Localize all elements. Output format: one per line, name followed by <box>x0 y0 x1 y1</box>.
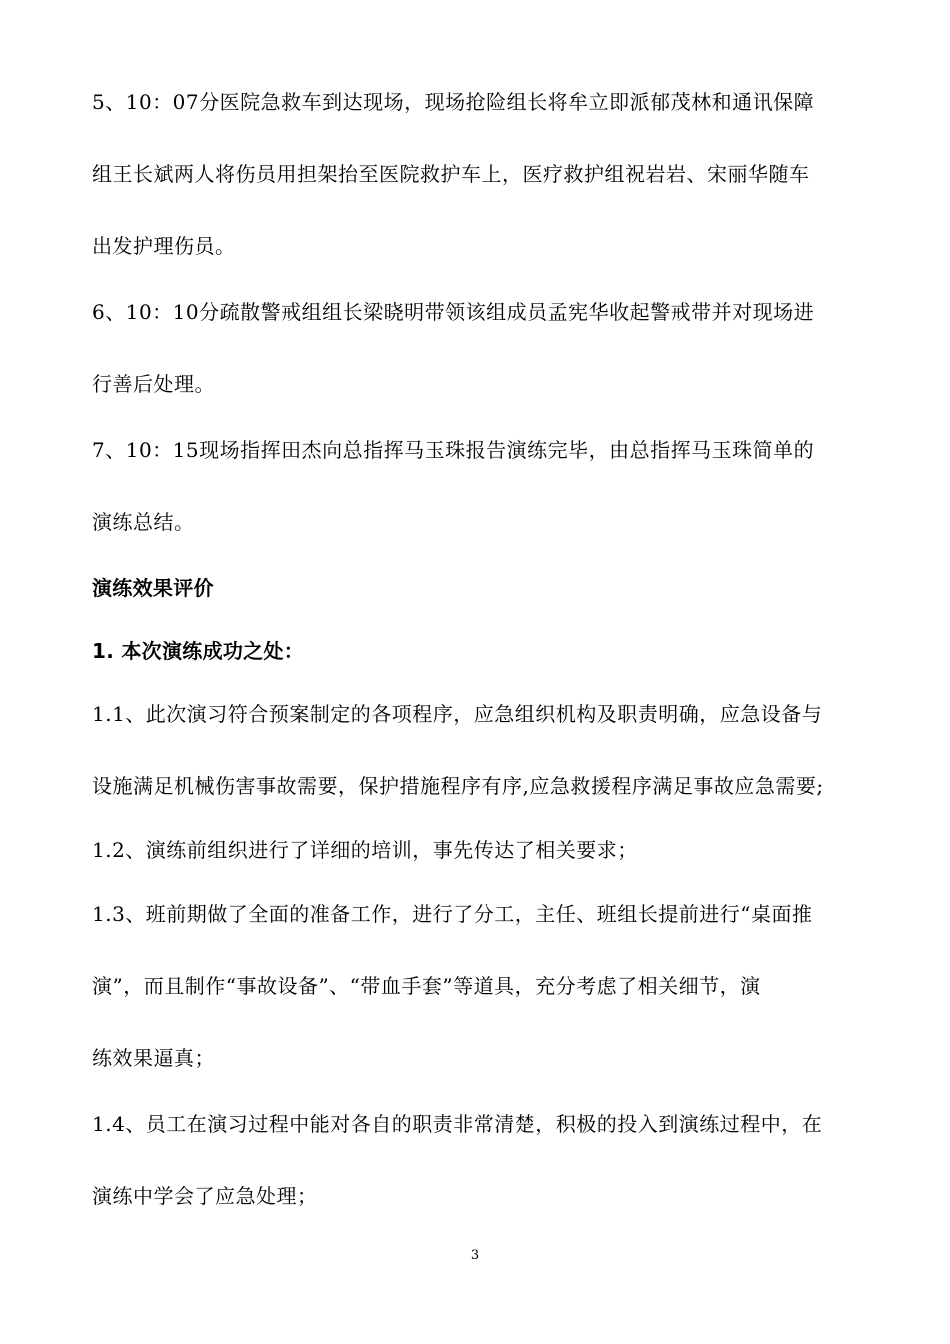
paragraph-6-line-1: 6、10：10分疏散警戒组组长梁晓明带领该组成员孟宪华收起警戒带并对现场进 <box>92 300 815 324</box>
paragraph-5-line-1: 5、10：07分医院急救车到达现场，现场抢险组长将牟立即派郁茂林和通讯保障 <box>92 90 815 114</box>
item-1-3-line-2: 演”，而且制作“事故设备”、“带血手套”等道具，充分考虑了相关细节，演 <box>92 974 761 998</box>
page-number: 3 <box>470 1248 480 1263</box>
item-1-4-line-1: 1.4、员工在演习过程中能对各自的职责非常清楚，积极的投入到演练过程中，在 <box>92 1112 823 1136</box>
item-1-4-line-2: 演练中学会了应急处理； <box>92 1184 318 1208</box>
item-1-2: 1.2、演练前组织进行了详细的培训，事先传达了相关要求； <box>92 838 638 862</box>
subsection-heading: 1. 本次演练成功之处： <box>92 639 305 663</box>
item-1-1-line-2: 设施满足机械伤害事故需要，保护措施程序有序,应急救援程序满足事故应急需要; <box>92 774 824 798</box>
section-heading: 演练效果评价 <box>92 576 214 600</box>
paragraph-7-line-1: 7、10：15现场指挥田杰向总指挥马玉珠报告演练完毕，由总指挥马玉珠简单的 <box>92 438 815 462</box>
item-1-1-line-1: 1.1、此次演习符合预案制定的各项程序，应急组织机构及职责明确，应急设备与 <box>92 702 823 726</box>
paragraph-7-line-2: 演练总结。 <box>92 510 195 534</box>
item-1-3-line-1: 1.3、班前期做了全面的准备工作，进行了分工，主任、班组长提前进行“桌面推 <box>92 902 813 926</box>
paragraph-5-line-3: 出发护理伤员。 <box>92 234 236 258</box>
item-1-3-line-3: 练效果逼真； <box>92 1046 215 1070</box>
paragraph-5-line-2: 组王长斌两人将伤员用担架抬至医院救护车上，医疗救护组祝岩岩、宋丽华随车 <box>92 162 810 186</box>
paragraph-6-line-2: 行善后处理。 <box>92 372 215 396</box>
